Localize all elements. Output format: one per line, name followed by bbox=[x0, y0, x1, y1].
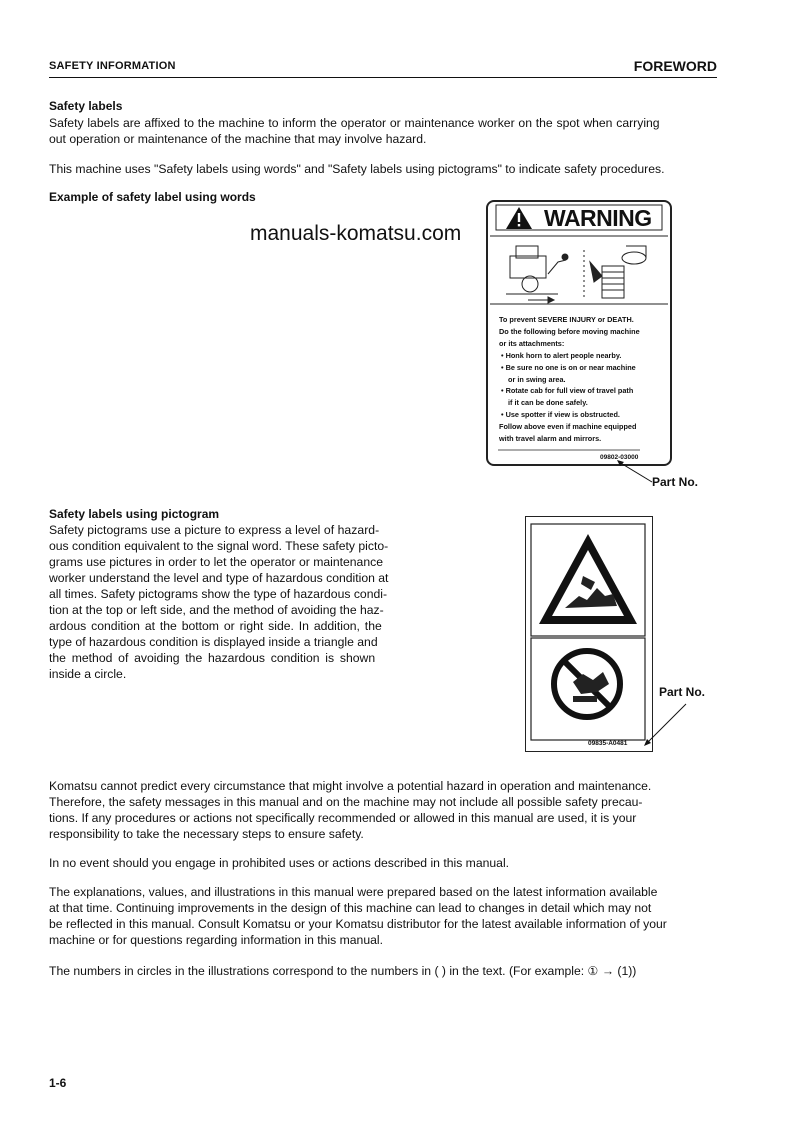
warning-text-line: if it can be done safely. bbox=[508, 398, 588, 408]
warning-label-part-number: 09802-03000 bbox=[600, 454, 639, 461]
disclaimer-p1-line-3: tions. If any procedures or actions not specifically recommended or allowed in this manual are used, it is your bbox=[49, 811, 637, 825]
disclaimer-p3-line-1: The explanations, values, and illustrations in this manual were prepared based on the latest information available bbox=[49, 885, 658, 899]
prohibition-circle-icon bbox=[554, 651, 620, 717]
pictogram-line-5: all times. Safety pictograms show the type of hazardous condi- bbox=[49, 587, 388, 601]
pictogram-line-6: tion at the top or left side, and the method of avoiding the haz- bbox=[49, 603, 384, 617]
warning-label-text bbox=[499, 314, 659, 445]
warning-text-line: with travel alarm and mirrors. bbox=[499, 434, 602, 444]
section-title: SAFETY INFORMATION bbox=[49, 60, 176, 72]
safety-labels-line-1: Safety labels are affixed to the machine to inform the operator or maintenance worker on the spot when carrying bbox=[49, 116, 660, 130]
safety-labels-heading: Safety labels bbox=[49, 99, 123, 113]
warning-text-line: Follow above even if machine equipped bbox=[499, 422, 637, 432]
pictogram-line-2: ous condition equivalent to the signal word. These safety picto- bbox=[49, 539, 389, 553]
pictogram-label-part-number: 09835-A0481 bbox=[588, 740, 628, 747]
disclaimer-p1-line-4: responsibility to take the necessary steps to ensure safety. bbox=[49, 827, 364, 841]
page-number: 1-6 bbox=[49, 1076, 67, 1090]
pictogram-line-9: the method of avoiding the hazardous condition is shown bbox=[49, 651, 376, 665]
warning-text-line: or in swing area. bbox=[508, 374, 566, 384]
warning-text-line: • Be sure no one is on or near machine bbox=[501, 362, 636, 372]
pictogram-line-4: worker understand the level and type of hazardous condition at bbox=[49, 571, 389, 585]
pictogram-part-no-leader-line bbox=[640, 700, 690, 750]
warning-signal-word: WARNING bbox=[544, 205, 652, 231]
safety-labels-line-2: out operation or maintenance of the machine that may involve hazard. bbox=[49, 132, 427, 146]
pictogram-label-graphic bbox=[525, 516, 653, 752]
warning-text-line: • Honk horn to alert people nearby. bbox=[501, 350, 622, 360]
chapter-title: FOREWORD bbox=[633, 58, 717, 74]
pictogram-line-10: inside a circle. bbox=[49, 667, 127, 681]
cab-rotation-icon bbox=[584, 246, 646, 300]
words-example-heading: Example of safety label using words bbox=[49, 190, 256, 204]
warning-text-line: • Rotate cab for full view of travel path bbox=[501, 386, 634, 396]
watermark: manuals-komatsu.com bbox=[250, 222, 462, 245]
pictogram-heading: Safety labels using pictogram bbox=[49, 507, 220, 521]
pictogram-part-no-label: Part No. bbox=[659, 685, 706, 699]
disclaimer-p3-line-4: machine or for questions regarding information in this manual. bbox=[49, 933, 383, 947]
pictogram-line-1: Safety pictograms use a picture to express a level of hazard- bbox=[49, 523, 380, 537]
machine-travel-icon bbox=[506, 246, 568, 303]
safety-labels-paragraph-2: This machine uses "Safety labels using words" and "Safety labels using pictograms" to indicate safety procedures. bbox=[49, 162, 665, 176]
disclaimer-p3-line-2: at that time. Continuing improvements in the design of this machine can lead to changes in detail which may not bbox=[49, 901, 652, 915]
warning-text-line: or its attachments: bbox=[499, 338, 565, 348]
pictogram-line-8: type of hazardous condition is displayed inside a triangle and bbox=[49, 635, 378, 649]
disclaimer-p3-line-3: be reflected in this manual. Consult Komatsu or your Komatsu distributor for the latest available information of your bbox=[49, 917, 667, 931]
disclaimer-p4: The numbers in circles in the illustrations correspond to the numbers in ( ) in the text. (For example: ① → (1)) bbox=[49, 964, 637, 978]
warning-text-line: • Use spotter if view is obstructed. bbox=[501, 410, 620, 420]
warning-text-line: Do the following before moving machine bbox=[499, 326, 640, 336]
pictogram-line-7: ardous condition at the bottom or right side. In addition, the bbox=[49, 619, 382, 633]
part-no-label: Part No. bbox=[652, 475, 699, 489]
part-no-leader-line bbox=[615, 458, 655, 488]
warning-text-line: To prevent SEVERE INJURY or DEATH. bbox=[499, 315, 634, 324]
pictogram-line-3: grams use pictures in order to let the operator or maintenance bbox=[49, 555, 383, 569]
hazard-triangle-icon bbox=[539, 534, 637, 624]
header-divider bbox=[49, 77, 717, 78]
disclaimer-p1-line-1: Komatsu cannot predict every circumstance that might involve a potential hazard in operation and maintenance. bbox=[49, 779, 652, 793]
disclaimer-p2: In no event should you engage in prohibited uses or actions described in this manual. bbox=[49, 856, 510, 870]
disclaimer-p1-line-2: Therefore, the safety messages in this manual and on the machine may not include all possible safety precau- bbox=[49, 795, 643, 809]
